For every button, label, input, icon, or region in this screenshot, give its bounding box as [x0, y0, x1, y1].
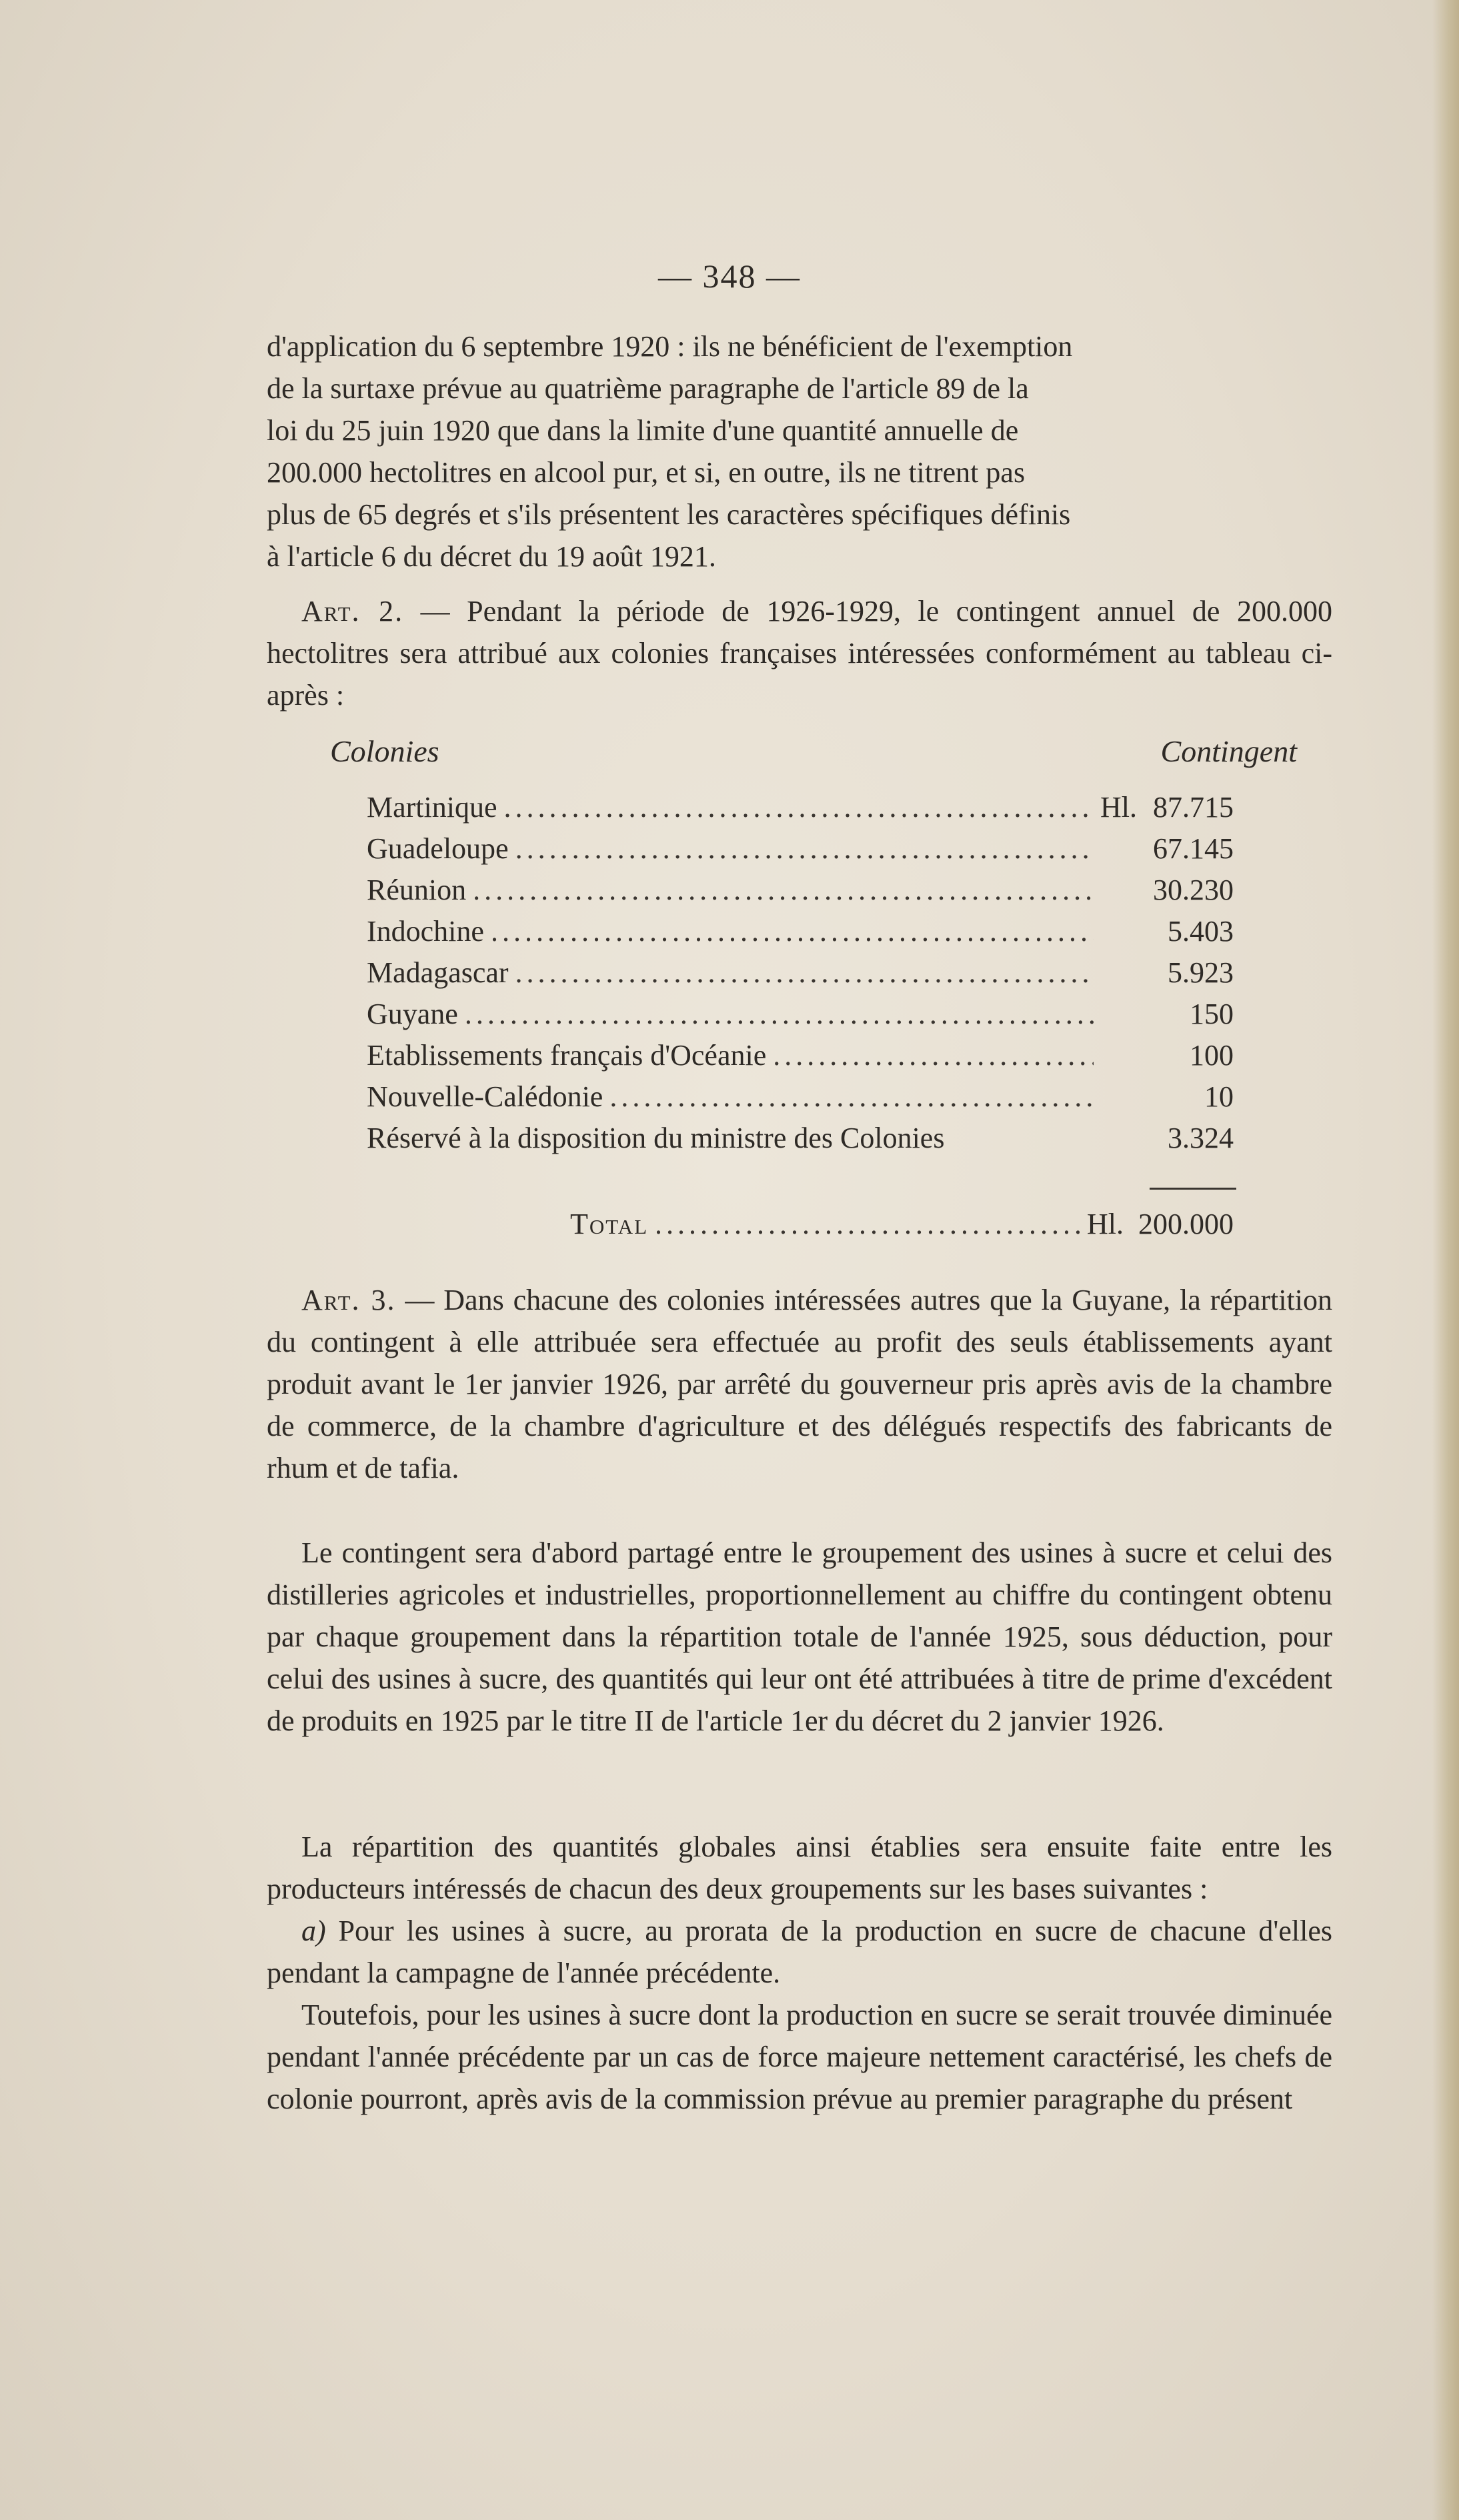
article-2-text: — Pendant la période de 1926-1929, le contingent annuel de 200.000 hectolitres sera attribué aux colonies françaises intéressées conformément au tableau ci-après :	[267, 595, 1332, 712]
contingent-table	[367, 787, 1234, 1159]
contingent-value: 87.715	[1153, 791, 1234, 824]
leader-dots	[473, 870, 1094, 911]
table-row	[367, 952, 1234, 994]
leader-dots	[515, 828, 1094, 870]
total-label: Total	[570, 1208, 649, 1240]
leader-dots	[609, 1076, 1094, 1118]
table-row	[367, 787, 1234, 828]
total-unit: Hl.	[1087, 1208, 1124, 1240]
intro-line: 200.000 hectolitres en alcool pur, et si, en outre, ils ne titrent pas	[267, 456, 1026, 489]
intro-line: plus de 65 degrés et s'ils présentent les caractères spécifiques définis	[267, 498, 1071, 531]
leader-dots	[465, 994, 1094, 1035]
contingent-value: 150	[1190, 998, 1234, 1030]
table-row	[367, 870, 1234, 911]
contingent-value: 10	[1204, 1080, 1234, 1113]
article-3-label: Art. 3.	[301, 1284, 396, 1316]
colony-name: Réunion	[367, 874, 467, 906]
leader-dots	[491, 911, 1094, 952]
colony-name: Réservé à la disposition du ministre des Colonies	[367, 1122, 945, 1154]
leader-dots	[504, 787, 1094, 828]
contingent-value: 3.324	[1168, 1122, 1234, 1154]
header-colonies: Colonies	[330, 734, 439, 768]
table-row	[367, 994, 1234, 1035]
paragraph-usines-text: Pour les usines à sucre, au prorata de la production en sucre de chacune d'elles pendant la campagne de l'année précédente.	[267, 1915, 1332, 1989]
paragraph-repartition: La répartition des quantités globales ainsi établies sera ensuite faite entre les producteurs intéressés de chacun des deux groupements sur les bases suivantes :	[267, 1830, 1332, 1905]
page-edge	[1432, 0, 1459, 2520]
intro-line: de la surtaxe prévue au quatrième paragraphe de l'article 89 de la	[267, 372, 1029, 405]
colony-name: Indochine	[367, 915, 484, 948]
article-2	[267, 590, 1332, 716]
total-value: 200.000	[1138, 1208, 1234, 1240]
contingent-value: 5.923	[1168, 956, 1234, 989]
list-marker: a)	[301, 1915, 326, 1947]
leader-dots	[773, 1035, 1094, 1076]
intro-paragraph	[267, 325, 1332, 577]
paragraph-toutefois: Toutefois, pour les usines à sucre dont la production en sucre se serait trouvée diminuée pendant l'année précédente par un cas de force majeure nettement caractérisé, les chefs de colonie pourront, après avis de la commission prévue au premier paragraphe du présent	[267, 1999, 1332, 2115]
table-row	[367, 1076, 1234, 1118]
colony-name: Guadeloupe	[367, 832, 509, 865]
intro-line: loi du 25 juin 1920 que dans la limite d'une quantité annuelle de	[267, 414, 1019, 447]
contingent-value: 5.403	[1168, 915, 1234, 948]
leader-dots	[515, 952, 1094, 994]
contingent-value: 67.145	[1153, 832, 1234, 865]
paragraph-groupement: Le contingent sera d'abord partagé entre le groupement des usines à sucre et celui des distilleries agricoles et industrielles, proportionnellement au chiffre du contingent obtenu par chaque groupement dans la répartition totale de l'année 1925, sous déduction, pour celui des usines à sucre, des quantités qui leur ont été attribuées à titre de prime d'excédent de produits en 1925 par le titre II de l'article 1er du décret du 2 janvier 1926.	[267, 1536, 1332, 1737]
colony-name: Nouvelle-Calédonie	[367, 1080, 603, 1113]
leader-dots	[655, 1204, 1080, 1245]
colony-name: Madagascar	[367, 956, 509, 989]
article-2-label: Art. 2.	[301, 595, 404, 627]
table-row	[367, 1118, 1234, 1159]
intro-line: à l'article 6 du décret du 19 août 1921.	[267, 540, 716, 573]
contingent-value: 30.230	[1153, 874, 1234, 906]
header-contingent: Contingent	[1160, 734, 1297, 768]
table-row	[367, 911, 1234, 952]
total-row	[570, 1204, 1234, 1245]
colony-name: Etablissements français d'Océanie	[367, 1039, 767, 1072]
colony-name: Guyane	[367, 998, 458, 1030]
colony-name: Martinique	[367, 791, 497, 824]
total-rule	[1150, 1188, 1236, 1190]
intro-line: d'application du 6 septembre 1920 : ils ne bénéficient de l'exemption	[267, 330, 1073, 363]
unit-label: Hl.	[1100, 791, 1137, 824]
page-number: — 348 —	[658, 257, 801, 295]
table-row	[367, 828, 1234, 870]
contingent-value: 100	[1190, 1039, 1234, 1072]
table-row	[367, 1035, 1234, 1076]
article-3	[267, 1279, 1332, 1489]
paragraph-usines	[267, 1910, 1332, 1994]
article-3-text: — Dans chacune des colonies intéressées autres que la Guyane, la répartition du contingent à elle attribuée sera effectuée au profit des seuls établissements ayant produit avant le 1er janvier 1926, par arrêté du gouverneur pris après avis de la chambre de commerce, de la chambre d'agriculture et des délégués respectifs des fabricants de rhum et de tafia.	[267, 1284, 1333, 1484]
